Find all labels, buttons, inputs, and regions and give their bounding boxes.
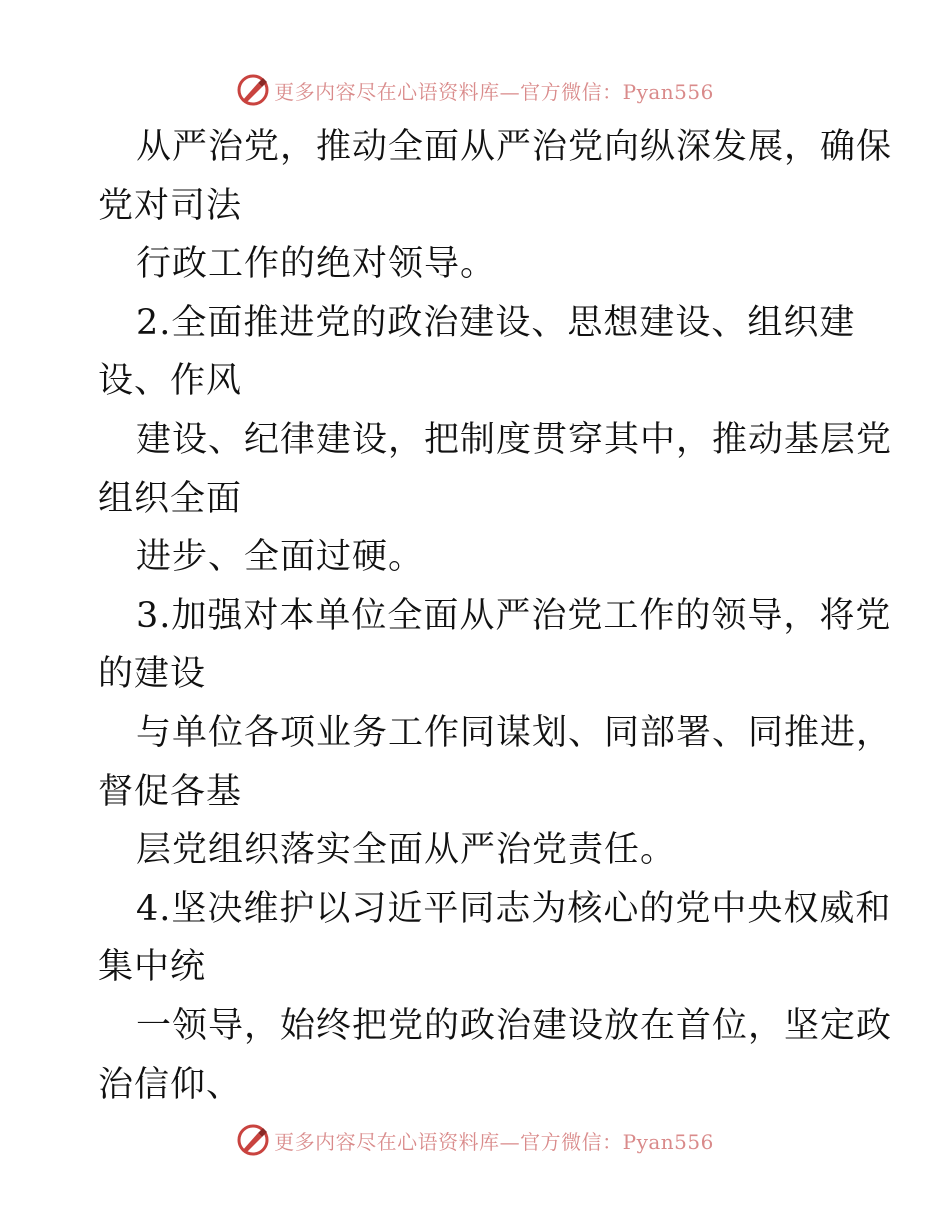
text-line: 层党组织落实全面从严治党责任。 bbox=[136, 830, 677, 871]
text-line: 党对司法 bbox=[98, 185, 243, 226]
text-line: 治信仰、 bbox=[98, 1064, 243, 1105]
text-line: 建设、纪律建设，把制度贯穿其中，推动基层党 bbox=[136, 419, 893, 460]
header-banner-text: 更多内容尽在心语资料库—官方微信：Pyan556 bbox=[274, 79, 714, 104]
text-line: 集中统 bbox=[98, 947, 207, 988]
pen-logo-icon bbox=[236, 73, 270, 107]
text-line: 2.全面推进党的政治建设、思想建设、组织建 bbox=[136, 302, 856, 343]
text-line: 行政工作的绝对领导。 bbox=[136, 244, 497, 285]
header-banner bbox=[0, 70, 950, 110]
text-line: 从严治党，推动全面从严治党向纵深发展，确保 bbox=[136, 127, 893, 167]
text-line: 设、作风 bbox=[98, 361, 243, 402]
footer-banner-text: 更多内容尽在心语资料库—官方微信：Pyan556 bbox=[274, 1129, 714, 1154]
text-line: 一领导，始终把党的政治建设放在首位，坚定政 bbox=[136, 1005, 893, 1046]
text-line: 的建设 bbox=[98, 654, 207, 695]
text-line: 4.坚决维护以习近平同志为核心的党中央权威和 bbox=[136, 888, 892, 929]
text-line: 进步、全面过硬。 bbox=[136, 537, 425, 578]
text-line: 督促各基 bbox=[98, 771, 243, 812]
text-line: 与单位各项业务工作同谋划、同部署、同推进， bbox=[136, 712, 893, 753]
document-body bbox=[0, 118, 950, 1114]
footer-banner bbox=[0, 1120, 950, 1160]
text-line: 组织全面 bbox=[98, 478, 243, 519]
pen-logo-icon bbox=[236, 1123, 270, 1157]
text-line: 3.加强对本单位全面从严治党工作的领导，将党 bbox=[136, 595, 892, 636]
